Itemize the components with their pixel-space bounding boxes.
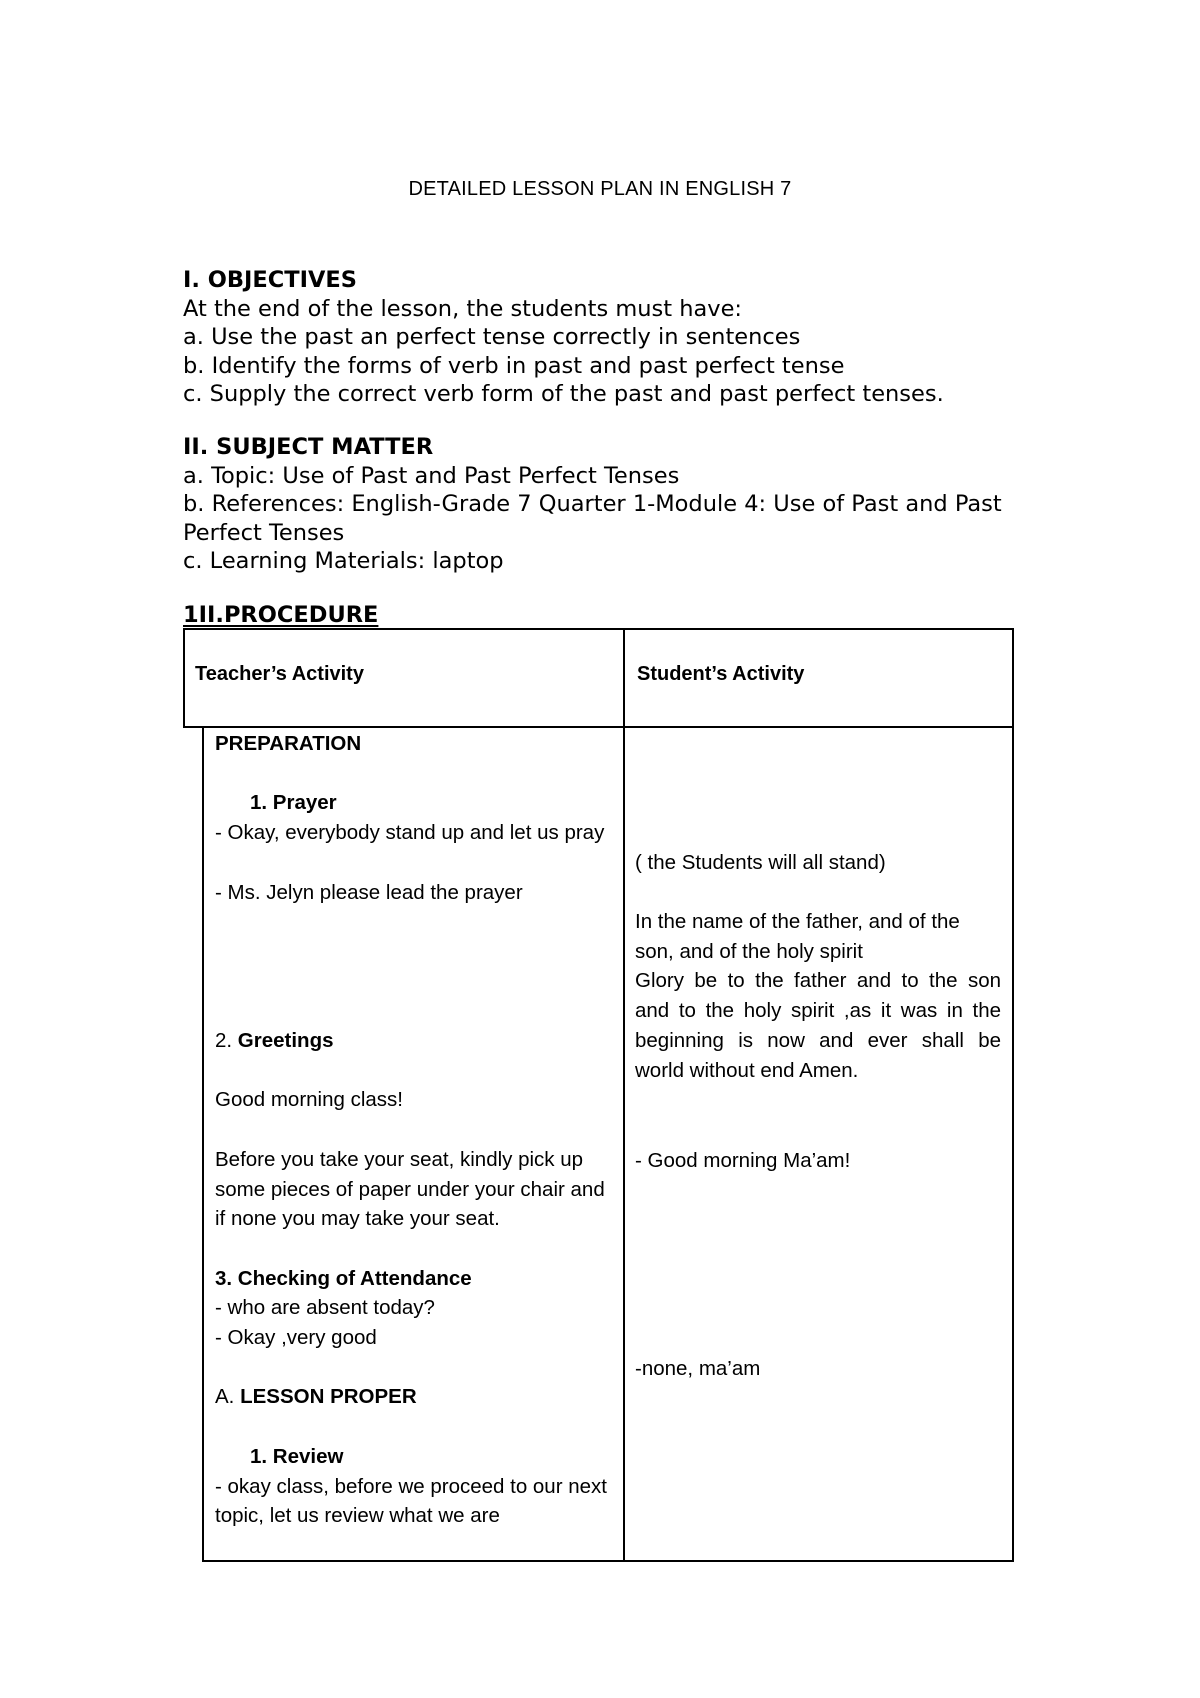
greeting-line: Good morning class! bbox=[215, 1088, 404, 1112]
student-prayer-text bbox=[635, 907, 1001, 1085]
teacher-activity-content bbox=[215, 729, 615, 1531]
objectives-intro: At the end of the lesson, the students must have: bbox=[183, 295, 742, 322]
objective-item: b. Identify the forms of verb in past and past perfect tense bbox=[183, 352, 845, 379]
subject-matter-heading: II. SUBJECT MATTER bbox=[183, 434, 434, 460]
greetings-title: 2. Greetings bbox=[215, 1029, 334, 1053]
student-prayer-a: In the name of the father, and of the son, and of the holy spirit bbox=[635, 910, 960, 963]
prayer-instruction: - Okay, everybody stand up and let us pray bbox=[215, 821, 605, 845]
document-title: DETAILED LESSON PLAN IN ENGLISH 7 bbox=[408, 178, 792, 200]
subject-materials: c. Learning Materials: laptop bbox=[183, 548, 504, 574]
subject-matter-section bbox=[183, 433, 1043, 576]
attendance-title: 3. Checking of Attendance bbox=[215, 1266, 472, 1290]
column-header-teacher: Teacher’s Activity bbox=[195, 663, 364, 685]
student-attendance-text: -none, ma’am bbox=[635, 1357, 761, 1380]
objective-item: c. Supply the correct verb form of the past and past perfect tenses. bbox=[183, 381, 944, 407]
attendance-response: - Okay ,very good bbox=[215, 1326, 377, 1350]
procedure-heading: 1II.PROCEDURE bbox=[183, 602, 379, 628]
student-greeting-text: - Good morning Ma’am! bbox=[635, 1149, 851, 1172]
attendance-question: - who are absent today? bbox=[215, 1296, 435, 1320]
column-header-student: Student’s Activity bbox=[637, 663, 805, 685]
lesson-proper-title: A. LESSON PROPER bbox=[215, 1385, 417, 1409]
preparation-label: PREPARATION bbox=[215, 732, 362, 755]
subject-topic: a. Topic: Use of Past and Past Perfect Tenses bbox=[183, 462, 680, 489]
review-text: - okay class, before we proceed to our next topic, let us review what we are bbox=[215, 1474, 607, 1528]
student-prayer-b: Glory be to the father and to the son and to the holy spirit ,as it was in the beginning is now and ever shall be world without end Amen. bbox=[635, 969, 1001, 1082]
objectives-heading: I. OBJECTIVES bbox=[183, 267, 357, 293]
objective-item: a. Use the past an perfect tense correctly in sentences bbox=[183, 324, 801, 350]
student-stand-text: ( the Students will all stand) bbox=[635, 851, 886, 874]
objectives-section bbox=[183, 266, 1043, 409]
prayer-lead: - Ms. Jelyn please lead the prayer bbox=[215, 880, 523, 904]
prayer-title: 1. Prayer bbox=[250, 791, 337, 815]
greeting-instruction: Before you take your seat, kindly pick up some pieces of paper under your chair and if none you may take your seat. bbox=[215, 1147, 605, 1231]
review-title: 1. Review bbox=[250, 1444, 344, 1468]
subject-references: b. References: English-Grade 7 Quarter 1-Module 4: Use of Past and Past Perfect Tenses bbox=[183, 491, 1002, 546]
